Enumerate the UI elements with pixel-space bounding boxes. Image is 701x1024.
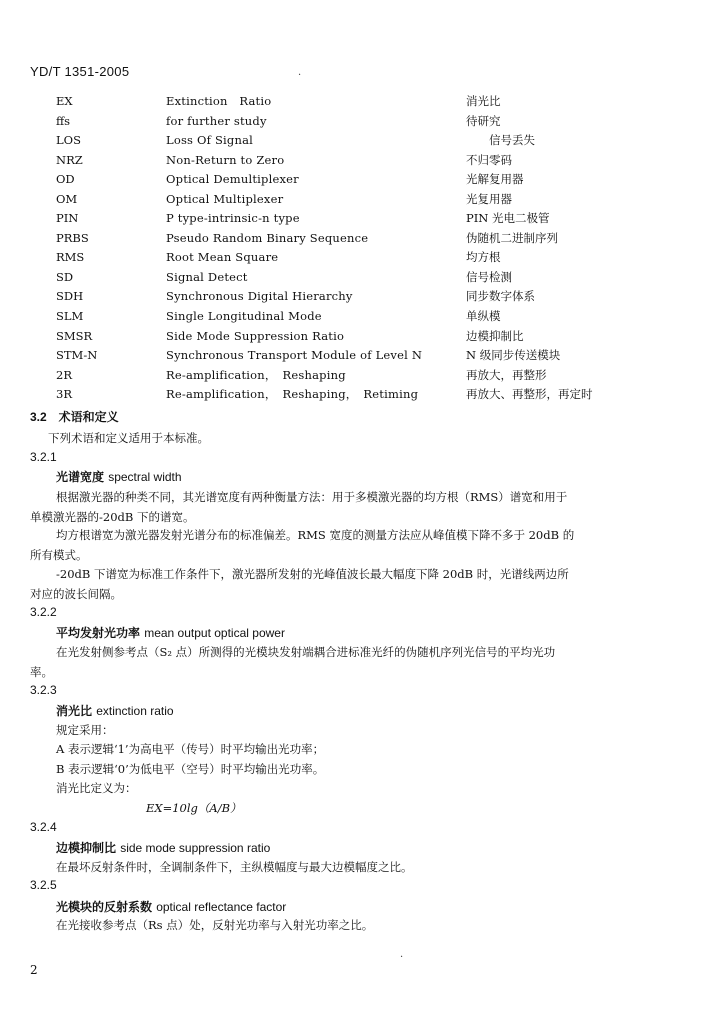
scan-speck: · [400, 952, 404, 963]
paragraph: 规定采用： [56, 723, 114, 737]
clause-number: 3.2.1 [30, 450, 57, 464]
term-en: extinction ratio [96, 704, 174, 718]
abbreviation: 3R [56, 387, 72, 402]
clause-number: 3.2.4 [30, 820, 57, 834]
term-heading [56, 468, 182, 485]
english-term: Re-amplification， Reshaping， Retiming [166, 387, 419, 402]
page-number: 2 [30, 963, 38, 977]
chinese-term: 再放大、再整形，再定时 [466, 387, 593, 402]
clause-number: 3.2.5 [30, 878, 57, 892]
paragraph: -20dB 下谱宽为标准工作条件下，激光器所发射的光峰值波长最大幅度下降 20dB 时，光谱线两边所 [56, 567, 569, 581]
english-term: Signal Detect [166, 269, 248, 284]
paragraph: 在光接收参考点（Rs 点）处，反射光功率与入射光功率之比。 [56, 918, 374, 932]
english-term: Synchronous Transport Module of Level N [166, 348, 423, 363]
chinese-term: 边模抑制比 [466, 328, 524, 343]
term-en: spectral width [108, 470, 182, 484]
extinction-ratio-formula: EX=10lg（A/B） [146, 801, 242, 815]
paragraph: 在光发射侧参考点（S₂ 点）所测得的光模块发射端耦合进标准光纤的伪随机序列光信号的平均光功 [56, 645, 556, 659]
chinese-term: PIN 光电二极管 [466, 211, 550, 226]
abbreviation: NRZ [56, 152, 83, 167]
chinese-term: 消光比 [466, 94, 501, 108]
english-term: Re-amplification， Reshaping [166, 367, 346, 382]
clause-number: 3.2.2 [30, 605, 57, 619]
abbreviation-row [0, 327, 701, 347]
english-term: P type-intrinsic-n type [166, 211, 300, 226]
section-3-2-intro: 下列术语和定义适用于本标准。 [48, 431, 209, 445]
term-en: mean output optical power [144, 626, 285, 640]
abbreviation-row [0, 366, 701, 386]
abbreviation-row [0, 287, 701, 307]
paragraph: 消光比定义为： [56, 781, 137, 795]
chinese-term: 均方根 [466, 250, 501, 265]
paragraph-cont: 所有模式。 [30, 548, 88, 562]
chinese-term: 光解复用器 [466, 172, 524, 187]
abbreviation-row [0, 385, 701, 405]
abbreviation: SLM [56, 309, 84, 324]
term-heading [56, 839, 270, 856]
english-term: Side Mode Suppression Ratio [166, 328, 345, 343]
english-term: Single Longitudinal Mode [166, 309, 322, 324]
paragraph-cont: 单模激光器的-20dB 下的谱宽。 [30, 510, 195, 524]
term-en: optical reflectance factor [156, 900, 287, 914]
chinese-term: 再放大，再整形 [466, 367, 547, 382]
paragraph-cont: 率。 [30, 665, 53, 679]
term-zh: 光谱宽度 [56, 470, 105, 484]
chinese-term: 单纵模 [466, 309, 501, 324]
abbreviation: RMS [56, 250, 85, 265]
english-term: Loss Of Signal [166, 133, 254, 148]
abbreviations-table [0, 92, 701, 405]
abbreviation-row [0, 229, 701, 249]
english-term: Synchronous Digital Hierarchy [166, 289, 353, 304]
chinese-term: 信号丢失 [466, 133, 535, 148]
chinese-term: N 级同步传送模块 [466, 348, 561, 363]
chinese-term: 同步数字体系 [466, 289, 535, 304]
abbreviation-row [0, 346, 701, 366]
abbreviation-row [0, 190, 701, 210]
section-3-2-heading: 3.2 术语和定义 [30, 410, 119, 424]
paragraph: B 表示逻辑‘0’为低电平（空号）时平均输出光功率。 [56, 762, 325, 776]
english-term: for further study [166, 113, 267, 128]
abbreviation-row [0, 209, 701, 229]
abbreviation: PRBS [56, 230, 89, 245]
term-en: side mode suppression ratio [120, 841, 271, 855]
abbreviation-row [0, 151, 701, 171]
abbreviation-row [0, 307, 701, 327]
chinese-term: 信号检测 [466, 269, 512, 284]
abbreviation: SD [56, 269, 74, 284]
english-term: Non-Return to Zero [166, 152, 285, 167]
english-term: Root Mean Square [166, 250, 279, 265]
scan-speck: · [298, 70, 302, 81]
chinese-term: 待研究 [466, 113, 501, 128]
abbreviation: 2R [56, 367, 72, 382]
abbreviation-row [0, 248, 701, 268]
english-term: Optical Demultiplexer [166, 172, 299, 187]
abbreviation-row [0, 92, 701, 112]
term-zh: 消光比 [56, 704, 93, 718]
paragraph-cont: 对应的波长间隔。 [30, 587, 122, 601]
term-heading [56, 702, 174, 719]
chinese-term: 伪随机二进制序列 [466, 230, 558, 245]
abbreviation: OM [56, 191, 78, 206]
term-zh: 平均发射光功率 [56, 626, 141, 640]
paragraph: 在最坏反射条件时，全调制条件下，主纵模幅度与最大边模幅度之比。 [56, 860, 413, 874]
document-id-header: YD/T 1351-2005 [30, 64, 130, 79]
english-term: Pseudo Random Binary Sequence [166, 230, 369, 245]
abbreviation: PIN [56, 211, 79, 226]
term-zh: 边模抑制比 [56, 841, 117, 855]
english-term: Optical Multiplexer [166, 191, 284, 206]
abbreviation: ffs [56, 113, 71, 128]
abbreviation: STM-N [56, 348, 98, 363]
clause-number: 3.2.3 [30, 683, 57, 697]
paragraph: 根据激光器的种类不同，其光谱宽度有两种衡量方法：用于多模激光器的均方根（RMS）谱宽和用于 [56, 490, 568, 504]
chinese-term: 光复用器 [466, 191, 512, 206]
abbreviation: EX [56, 94, 73, 108]
paragraph: A 表示逻辑‘1’为高电平（传号）时平均输出光功率； [56, 742, 325, 756]
english-term: Extinction Ratio [166, 94, 272, 108]
paragraph: 均方根谱宽为激光器发射光谱分布的标准偏差。RMS 宽度的测量方法应从峰值模下降不多于 20dB 的 [56, 528, 575, 542]
abbreviation-row [0, 112, 701, 132]
abbreviation: LOS [56, 133, 81, 148]
term-zh: 光模块的反射系数 [56, 900, 153, 914]
chinese-term: 不归零码 [466, 152, 512, 167]
abbreviation-row [0, 268, 701, 288]
abbreviation-row [0, 170, 701, 190]
term-heading [56, 898, 286, 915]
abbreviation: OD [56, 172, 75, 187]
term-heading [56, 624, 285, 641]
abbreviation: SDH [56, 289, 84, 304]
abbreviation-row [0, 131, 701, 151]
abbreviation: SMSR [56, 328, 93, 343]
